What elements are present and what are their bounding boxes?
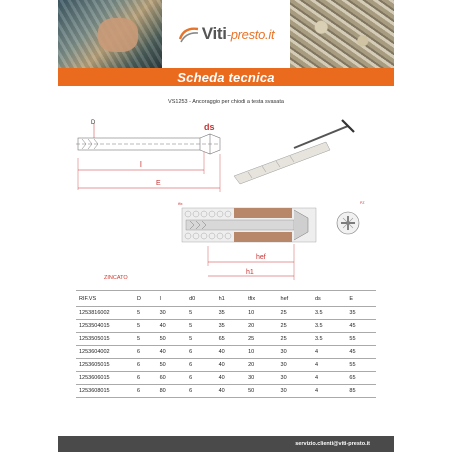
label-hef: hef [256,254,266,261]
table-cell: 50 [157,359,187,372]
footer-email: servizio.clienti@viti-presto.it [295,441,370,447]
table-cell: 60 [157,372,187,385]
table-cell: 6 [134,346,157,359]
label-e: E [156,180,161,187]
table-cell: 65 [216,333,246,346]
table-cell: 40 [157,346,187,359]
table-cell: 25 [245,333,277,346]
table-cell: 30 [278,385,312,398]
table-row [76,320,376,333]
table-cell: 6 [186,346,216,359]
col-header: hef [278,291,312,307]
product-subtitle: VS1253 - Ancoraggio per chiodi a testa svasata [168,99,284,105]
title-bar [58,68,394,86]
table-cell: 35 [346,307,376,320]
finish-label: ZINCATO [104,275,128,281]
label-tfix: tfix [178,202,183,206]
label-h1: h1 [246,269,254,276]
table-cell: 20 [245,320,277,333]
logo-icon [178,23,200,45]
table-row [76,346,376,359]
table-cell: 45 [346,346,376,359]
table-cell: 6 [186,372,216,385]
table-cell: 1253604002 [76,346,134,359]
table-cell: 5 [186,333,216,346]
installed-section-drawing [178,201,365,280]
table-cell: 40 [216,346,246,359]
footer-bar [58,436,394,452]
col-header: E [346,291,376,307]
technical-drawing [58,108,394,288]
table-cell: 25 [278,307,312,320]
table-cell: 30 [278,359,312,372]
logo [162,0,290,68]
table-cell: 1253608015 [76,385,134,398]
table-cell: 45 [346,320,376,333]
table-cell: 40 [157,320,187,333]
table-cell: 4 [312,372,346,385]
table-cell: 40 [216,385,246,398]
spec-table [76,290,376,398]
table-cell: 6 [134,359,157,372]
table-cell: 55 [346,333,376,346]
table-cell: 85 [346,385,376,398]
col-header: h1 [216,291,246,307]
table-cell: 4 [312,346,346,359]
table-cell: 4 [312,385,346,398]
table-cell: 5 [134,320,157,333]
table-cell: 65 [346,372,376,385]
table-cell: 1253606015 [76,372,134,385]
col-header: l [157,291,187,307]
table-cell: 55 [346,359,376,372]
table-cell: 30 [278,346,312,359]
table-row [76,307,376,320]
tools-photo [58,0,162,68]
label-d: D [91,120,96,126]
table-cell: 25 [278,333,312,346]
table-cell: 40 [216,372,246,385]
table-cell: 5 [186,307,216,320]
page-title: Scheda tecnica [177,69,275,85]
table-cell: 3.5 [312,333,346,346]
table-cell: 5 [186,320,216,333]
table-cell: 6 [134,372,157,385]
col-header: d0 [186,291,216,307]
anchor-product-image [234,120,354,184]
table-cell: 40 [216,359,246,372]
table-cell: 6 [186,359,216,372]
table-cell: 10 [245,346,277,359]
table-cell: 30 [245,372,277,385]
header-banner [58,0,394,68]
table-row [76,359,376,372]
table-cell: 25 [278,320,312,333]
table-cell: 5 [134,333,157,346]
col-header: D [134,291,157,307]
col-header: ds [312,291,346,307]
table-cell: 80 [157,385,187,398]
table-cell: 35 [216,307,246,320]
table-row [76,385,376,398]
label-l: l [140,160,142,169]
logo-text: Viti-presto.it [201,24,275,43]
table-cell: 4 [312,359,346,372]
col-header: tfix [245,291,277,307]
table-cell: 30 [278,372,312,385]
table-row [76,333,376,346]
table-cell: 1253816002 [76,307,134,320]
table-cell: 3.5 [312,320,346,333]
table-cell: 10 [245,307,277,320]
table-cell: 3.5 [312,307,346,320]
table-cell: 1253605015 [76,359,134,372]
screws-photo [290,0,394,68]
col-header: RIF.VS [76,291,134,307]
table-cell: 50 [245,385,277,398]
table-cell: 1253504015 [76,320,134,333]
table-cell: 20 [245,359,277,372]
anchor-outline-drawing [76,120,220,192]
table-cell: 5 [134,307,157,320]
label-ds: ds [204,122,215,132]
table-row [76,372,376,385]
label-pz: PZ [360,201,365,205]
table-cell: 30 [157,307,187,320]
table-cell: 1253505015 [76,333,134,346]
table-cell: 6 [134,385,157,398]
table-cell: 50 [157,333,187,346]
table-cell: 6 [186,385,216,398]
table-header-row [76,291,376,307]
table-cell: 35 [216,320,246,333]
